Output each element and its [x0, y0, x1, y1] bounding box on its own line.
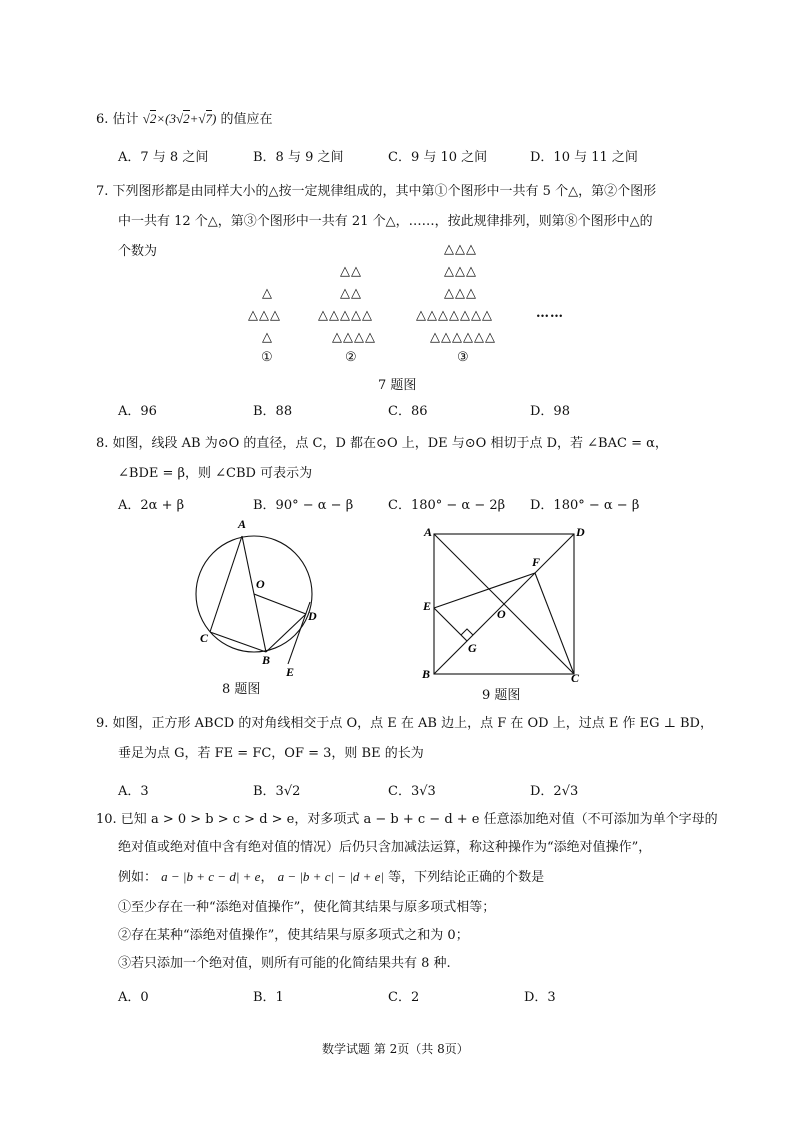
q10-example-expression-1: a − |b + c − d| + e — [161, 869, 261, 884]
q6-option-c[interactable]: C．9 与 10 之间 — [388, 150, 488, 165]
q9-option-a[interactable]: A．3 — [118, 784, 149, 799]
q10-statement-3: ③若只添加一个绝对值，则所有可能的化简结果共有 8 种. — [118, 956, 451, 971]
q8-line1: 8. 如图，线段 AB 为⊙O 的直径，点 C，D 都在⊙O 上，DE 与⊙O 相切于点 D，若 ∠BAC = α， — [96, 436, 668, 451]
q7-fig2-row3: △△△△△ — [318, 308, 373, 323]
q8-chord-cb — [210, 632, 266, 652]
q8-label-c: C — [200, 631, 209, 645]
q7-line3: 个数为 — [118, 244, 158, 259]
q9-figure — [420, 524, 590, 684]
q8-line2: ∠BDE = β，则 ∠CBD 可表示为 — [118, 466, 313, 481]
q8-figure — [180, 512, 340, 682]
q7-fig1-row1: △ — [262, 286, 273, 301]
q8-label-b: B — [262, 653, 271, 667]
q8-option-c[interactable]: C．180° − α − 2β — [388, 498, 506, 513]
q7-fig1-row3: △ — [262, 330, 273, 345]
q9-label-a: A — [424, 525, 433, 539]
q7-fig2-row1: △△ — [340, 264, 362, 279]
q7-fig2-row4: △△△△ — [332, 330, 376, 345]
q8-option-d[interactable]: D．180° − α − β — [530, 498, 640, 513]
q10-example-expression-2: a − |b + c| − |d + e| — [277, 869, 385, 884]
q6-option-a[interactable]: A．7 与 8 之间 — [118, 150, 209, 165]
q6-option-d[interactable]: D．10 与 11 之间 — [530, 150, 638, 165]
q7-fig2-row2: △△ — [340, 286, 362, 301]
q10-option-b[interactable]: B．1 — [253, 990, 284, 1005]
q8-option-b[interactable]: B．90° − α − β — [253, 498, 354, 513]
q9-line1: 9. 如图，正方形 ABCD 的对角线相交于点 O，点 E 在 AB 边上，点 F 在 OD 上，过点 E 作 EG ⊥ BD， — [96, 716, 713, 731]
q10-example-suffix: 等，下列结论正确的个数是 — [388, 870, 545, 885]
q9-option-c[interactable]: C．3√3 — [388, 784, 436, 799]
q10-line2: 绝对值或绝对值中含有绝对值的情况）后仍只含加减法运算，称这种操作为“添绝对值操作”， — [118, 840, 652, 855]
q8-label-e: E — [286, 665, 295, 679]
page-footer: 数学试题 第 2页（共 8页） — [322, 1042, 469, 1056]
q9-label-f: F — [532, 555, 541, 569]
q10-option-c[interactable]: C．2 — [388, 990, 420, 1005]
q9-label-e: E — [423, 599, 432, 613]
q7-fig3-row4: △△△△△△△ — [416, 308, 493, 323]
q10-option-d[interactable]: D．3 — [524, 990, 556, 1005]
q8-label-o: O — [256, 577, 265, 591]
q9-label-o: O — [497, 607, 506, 621]
q7-option-d[interactable]: D．98 — [530, 404, 570, 419]
q10-statement-2: ②存在某种“添绝对值操作”，使其结果与原多项式之和为 0； — [118, 928, 469, 943]
q9-label-g: G — [468, 641, 477, 655]
q6-stem-post: 的值应在 — [220, 112, 273, 127]
q6-option-b[interactable]: B．8 与 9 之间 — [253, 150, 344, 165]
q7-line1: 7. 下列图形都是由同样大小的△按一定规律组成的，其中第①个图形中一共有 5 个△，第②个图形 — [96, 184, 657, 199]
q7-fig3-row2: △△△ — [444, 264, 477, 279]
q9-line2: 垂足为点 G，若 FE = FC，OF = 3，则 BE 的长为 — [118, 746, 424, 761]
q10-example-prefix: 例如： — [118, 870, 158, 885]
q6-stem — [96, 108, 273, 127]
q10-statement-1: ①至少存在一种“添绝对值操作”，使化简其结果与原多项式相等； — [118, 900, 496, 915]
q8-caption: 8 题图 — [222, 682, 261, 697]
q8-chord-ac — [210, 536, 242, 632]
q7-fig3-row3: △△△ — [444, 286, 477, 301]
q7-fig1-row2: △△△ — [248, 308, 281, 323]
q10-line3: 例如： a − |b + c − d| + e， a − |b + c| − |d + e| 等，下列结论正确的个数是 — [118, 869, 545, 885]
q7-ellipsis: …… — [536, 306, 564, 321]
q7-fig1-label: ① — [261, 350, 274, 365]
q9-caption: 9 题图 — [482, 688, 521, 703]
q9-label-b: B — [422, 667, 431, 681]
q6-number: 6. — [96, 112, 109, 127]
q7-option-b[interactable]: B．88 — [253, 404, 293, 419]
q9-right-angle-mark — [461, 629, 473, 635]
q7-fig3-row1: △△△ — [444, 242, 477, 257]
q10-option-a[interactable]: A．0 — [118, 990, 149, 1005]
q8-radius-od — [254, 594, 306, 614]
q7-caption: 7 题图 — [378, 378, 417, 393]
q8-chord-bd — [266, 614, 306, 652]
q7-fig3-row5: △△△△△△ — [430, 330, 496, 345]
q7-option-c[interactable]: C．86 — [388, 404, 428, 419]
q10-line1: 10. 已知 a > 0 > b > c > d > e，对多项式 a − b + c − d + e 任意添加绝对值（不可添加为单个字母的 — [96, 812, 718, 827]
q9-label-c: C — [571, 671, 580, 684]
q7-fig2-label: ② — [345, 350, 358, 365]
q9-segment-eg — [434, 608, 467, 641]
q9-label-d: D — [576, 525, 585, 539]
q6-stem-pre: 估计 — [112, 112, 139, 127]
q7-line2: 中一共有 12 个△，第③个图形中一共有 21 个△，……，按此规律排列，则第⑧个图形中△的 — [118, 214, 653, 229]
q9-segment-ef — [434, 573, 535, 608]
q8-label-a: A — [238, 517, 247, 531]
q9-option-b[interactable]: B．3√2 — [253, 784, 301, 799]
q6-expression: √2×(3√2+√7) — [142, 111, 217, 126]
q8-option-a[interactable]: A．2α + β — [118, 498, 185, 513]
q9-segment-fc — [535, 573, 574, 674]
q7-option-a[interactable]: A．96 — [118, 404, 157, 419]
q9-option-d[interactable]: D．2√3 — [530, 784, 579, 799]
q8-label-d: D — [308, 609, 317, 623]
q7-fig3-label: ③ — [457, 350, 470, 365]
